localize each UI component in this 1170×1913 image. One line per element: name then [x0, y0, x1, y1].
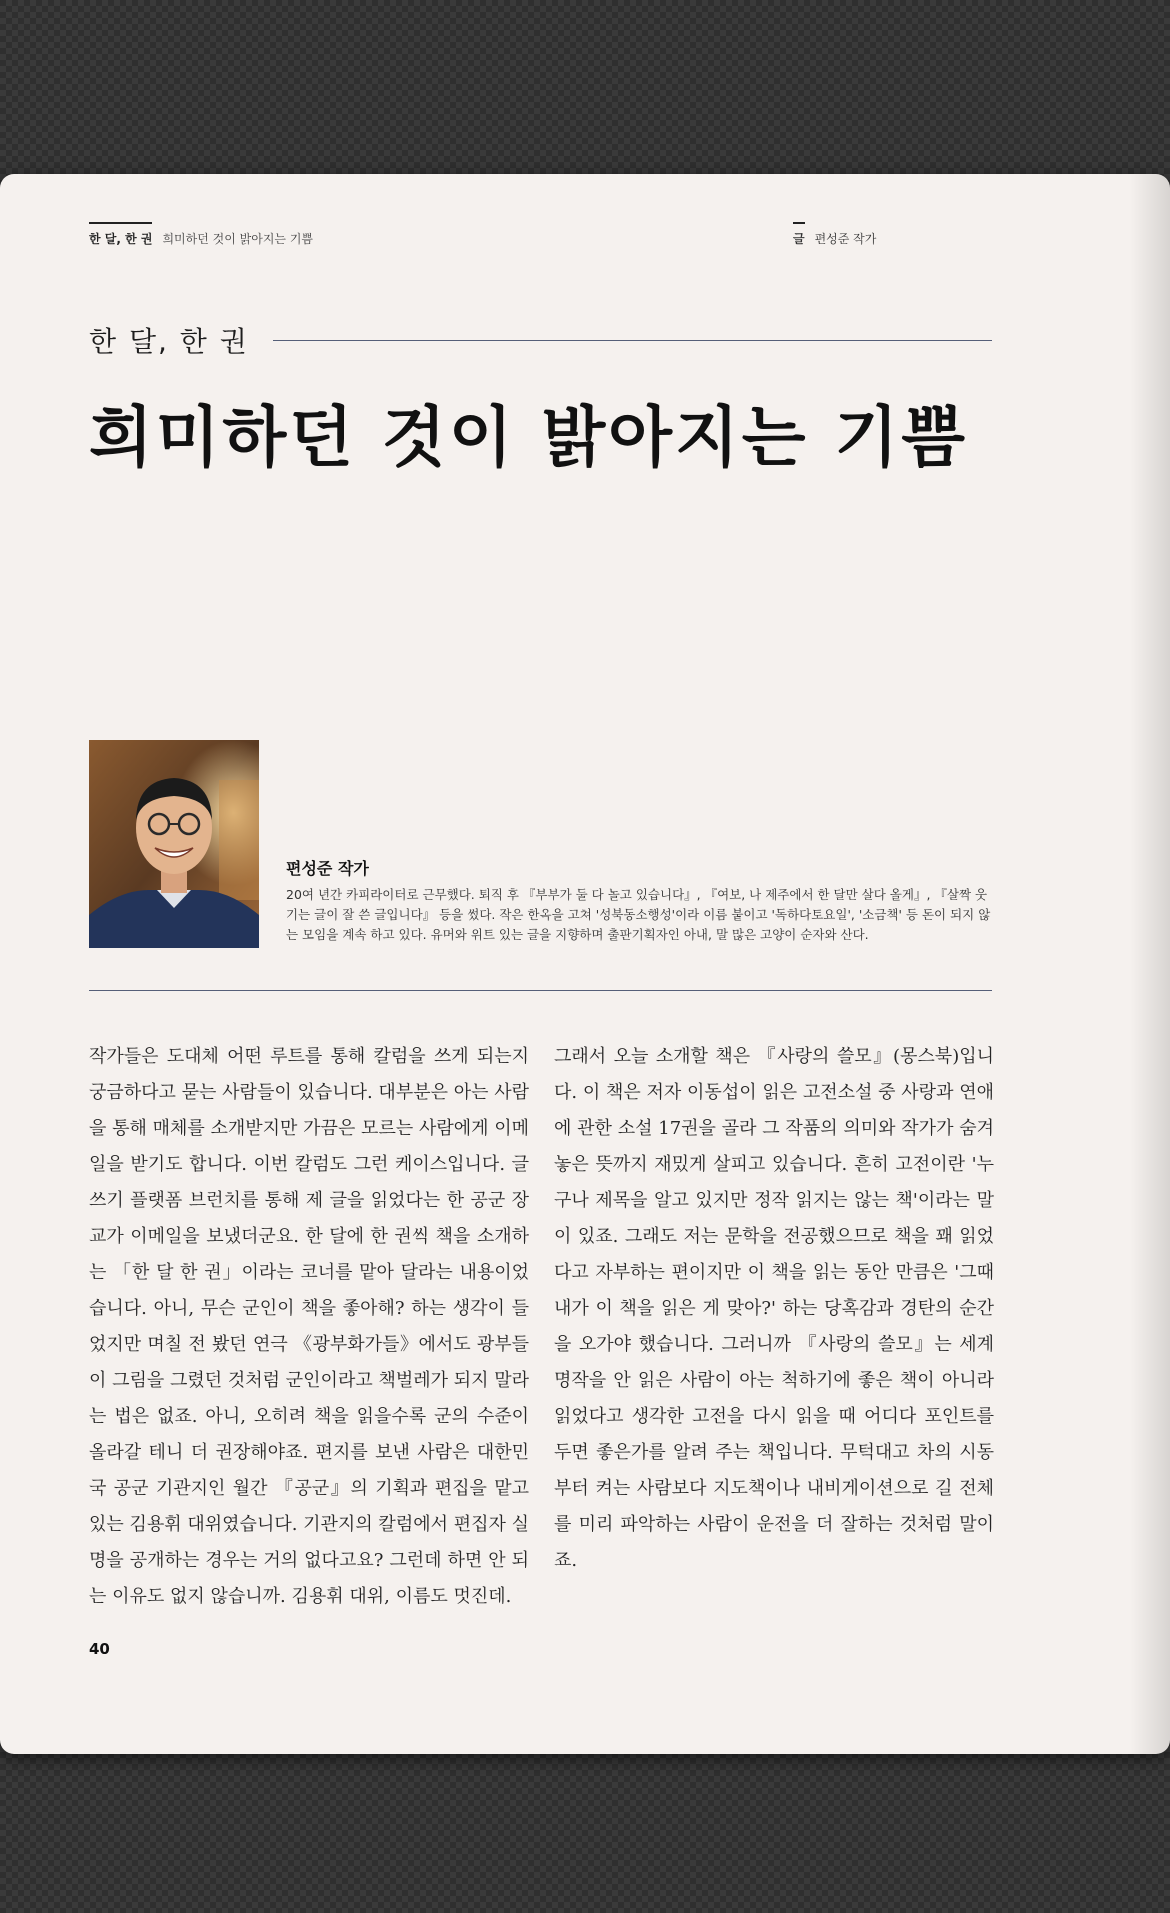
- section-divider: [89, 990, 992, 991]
- author-bio: 20여 년간 카피라이터로 근무했다. 퇴직 후 『부부가 둘 다 놀고 있습니다』, 『여보, 나 제주에서 한 달만 살다 올게』, 『살짝 웃기는 글이 잘 쓴 글입니다』 등을 썼다. 작은 한옥을 고쳐 '성북동소행성'이라 이름 붙이고 '독하다토요일', '소금책' 등 돈이 되지 않는 모임을 계속 하고 있다. 유머와 위트 있는 글을 지향하며 출판기획자인 아내, 말 많은 고양이 순자와 산다.: [286, 887, 991, 942]
- page-number: 40: [89, 1640, 110, 1658]
- running-header-left: [89, 230, 313, 247]
- series-rule: [273, 340, 992, 341]
- magazine-page: [0, 174, 1170, 1754]
- author-name: 편성준 작가: [286, 859, 369, 878]
- article-headline: 희미하던 것이 밝아지는 기쁨: [89, 398, 969, 476]
- body-column-left: 작가들은 도대체 어떤 루트를 통해 칼럼을 쓰게 되는지 궁금하다고 묻는 사람들이 있습니다. 대부분은 아는 사람을 통해 매체를 소개받지만 가끔은 모르는 사람에게 이메일을 받기도 합니다. 이번 칼럼도 그런 케이스입니다. 글쓰기 플랫폼 브런치를 통해 제 글을 읽었다는 한 공군 장교가 이메일을 보냈더군요. 한 달에 한 권씩 책을 소개하는 「한 달 한 권」이라는 코너를 맡아 달라는 내용이었습니다. 아니, 무슨 군인이 책을 좋아해? 하는 생각이 들었지만 며칠 전 봤던 연극 《광부화가들》에서도 광부들이 그림을 그렸던 것처럼 군인이라고 책벌레가 되지 말라는 법은 없죠. 아니, 오히려 책을 읽을수록 군의 수준이 올라갈 테니 더 권장해야죠. 편지를 보낸 사람은 대한민국 공군 기관지인 월간 『공군』의 기획과 편집을 맡고 있는 김용휘 대위였습니다. 기관지의 칼럼에서 편집자 실명을 공개하는 경우는 거의 없다고요? 그런데 하면 안 되는 이유도 없지 않습니까. 김용휘 대위, 이름도 멋진데.: [89, 1046, 529, 1607]
- running-header-section: 한 달, 한 권: [89, 222, 152, 247]
- author-portrait-image: [89, 740, 259, 948]
- running-header-byline: [793, 230, 876, 247]
- series-row: [89, 320, 992, 360]
- running-header-title: 희미하던 것이 밝아지는 기쁨: [162, 232, 314, 246]
- byline-name: 편성준 작가: [814, 232, 877, 246]
- byline-label: 글: [793, 222, 805, 247]
- series-title: 한 달, 한 권: [89, 325, 249, 358]
- body-column-right: 그래서 오늘 소개할 책은 『사랑의 쓸모』(몽스북)입니다. 이 책은 저자 이동섭이 읽은 고전소설 중 사랑과 연애에 관한 소설 17권을 골라 그 작품의 의미와 작가가 숨겨놓은 뜻까지 재밌게 살피고 있습니다. 흔히 고전이란 '누구나 제목을 알고 있지만 정작 읽지는 않는 책'이라는 말이 있죠. 그래도 저는 문학을 전공했으므로 책을 꽤 읽었다고 자부하는 편이지만 이 책을 읽는 동안 만큼은 '그때 내가 이 책을 읽은 게 맞아?' 하는 당혹감과 경탄의 순간을 오가야 했습니다. 그러니까 『사랑의 쓸모』는 세계 명작을 안 읽은 사람이 아는 척하기에 좋은 책이 아니라 읽었다고 생각한 고전을 다시 읽을 때 어디다 포인트를 두면 좋은가를 알려 주는 책입니다. 무턱대고 차의 시동부터 켜는 사람보다 지도책이나 내비게이션으로 길 전체를 미리 파악하는 사람이 운전을 더 잘하는 것처럼 말이죠.: [554, 1046, 994, 1571]
- author-photo: [89, 740, 259, 948]
